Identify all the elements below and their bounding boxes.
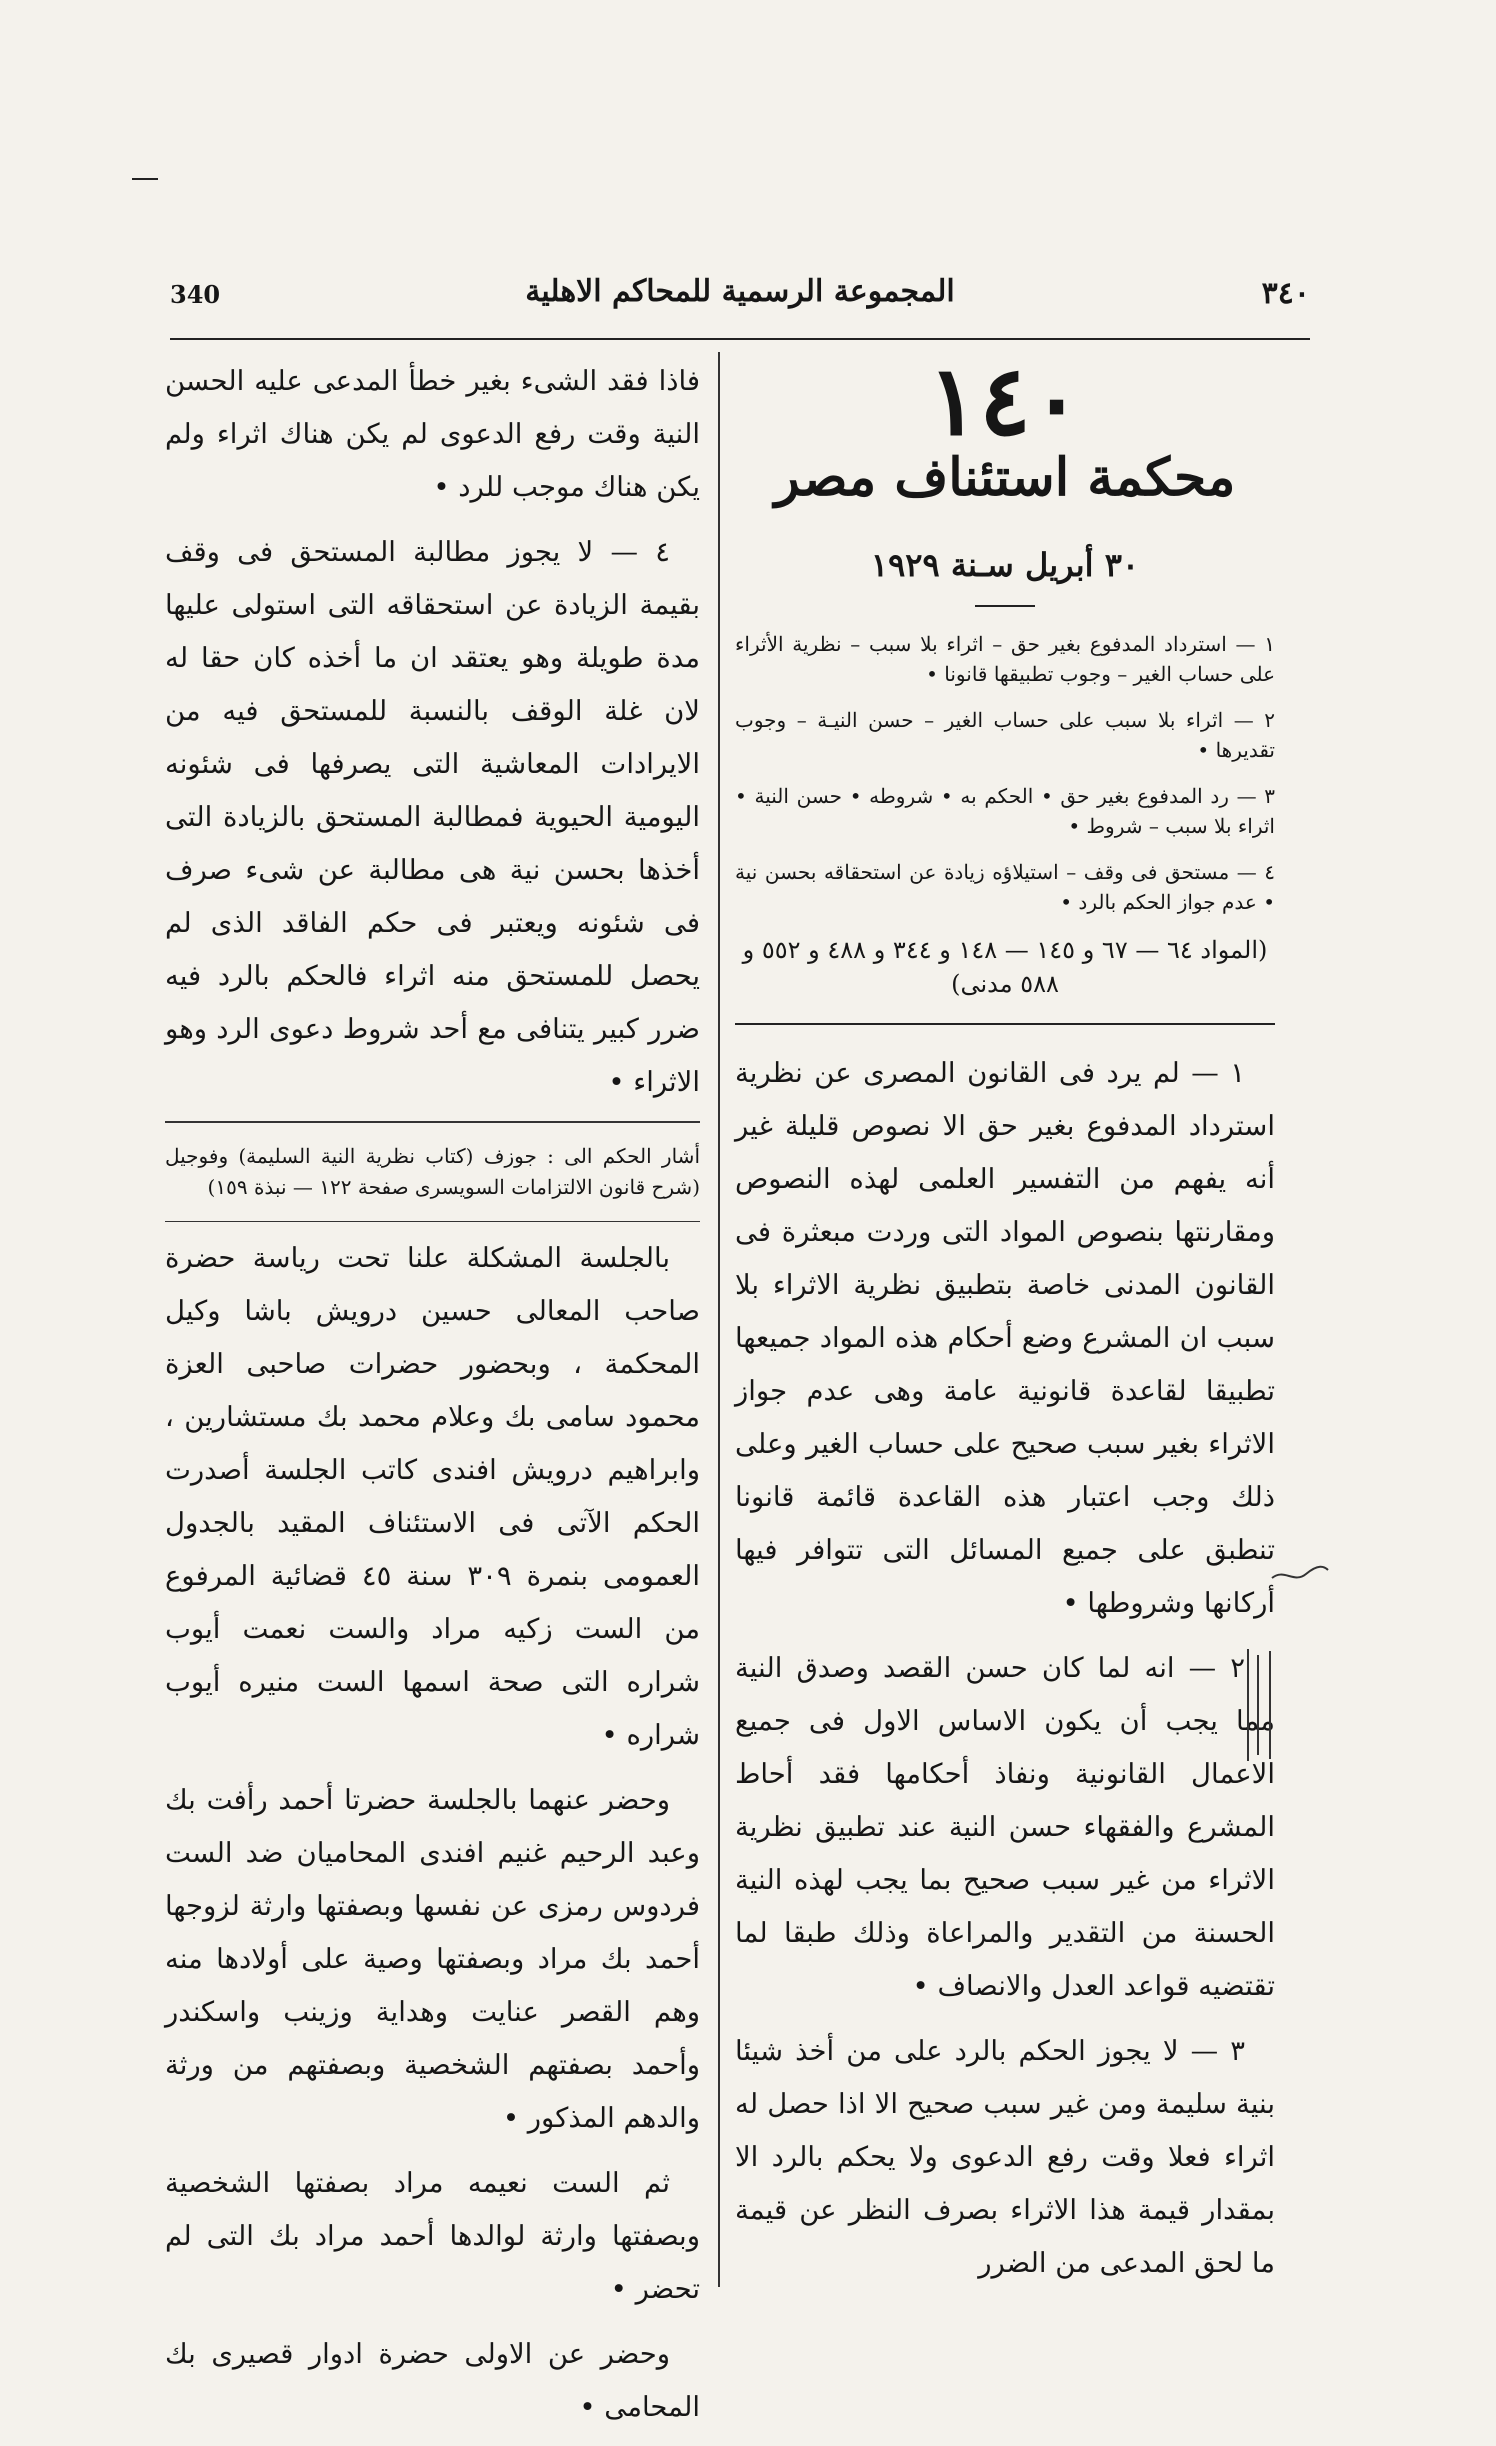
summary-item: ٣ — رد المدفوع بغير حق • الحكم به • شروطه • حسن النية • اثراء بلا سبب – شروط • (735, 784, 1275, 838)
summary-item: ١ — استرداد المدفوع بغير حق – اثراء بلا سبب – نظرية الأثراء على حساب الغير – وجوب تطبيقها قانونا • (735, 632, 1275, 686)
right-body (735, 1047, 1275, 2290)
section-rule (735, 1023, 1275, 1025)
court-name: محكمة استئناف مصر (774, 447, 1236, 508)
right-column (735, 344, 1275, 2302)
principle-paragraph: ٢ — انه لما كان حسن القصد وصدق النية مما يجب أن يكون الاساس الاول فى جميع الاعمال القانونية ونفاذ أحكامها فقد أحاط المشرع والفقهاء حسن النية عند تطبيق نظرية الاثراء من غير سبب صحيح بما يجب لهذه النية الحسنة من التقدير والمراعاة وذلك طبقا لما تقتضيه قواعد العدل والانصاف • (735, 1652, 1275, 2002)
continued-paragraph: فاذا فقد الشىء بغير خطأ المدعى عليه الحسن النية وقت رفع الدعوى لم يكن هناك اثراء ولم يكن هناك موجب للرد • (165, 365, 700, 503)
left-body-session (165, 1232, 700, 2434)
reference-note: أشار الحكم الى : جوزف (كتاب نظرية النية السليمة) وفوجيل (شرح قانون الالتزامات السويسرى صفحة ١٢٢ — نبذة ١٥٩) (165, 1143, 700, 1199)
date-rule (975, 605, 1035, 607)
note-rule-top (165, 1121, 700, 1123)
second-party-paragraph: ثم الست نعيمه مراد بصفتها الشخصية وبصفتها وارثة لوالدها أحمد مراد بك التى لم تحضر • (165, 2167, 700, 2305)
left-body (165, 355, 700, 1109)
statute-articles: (المواد ٦٤ — ٦٧ و ١٤٥ — ١٤٨ و ٣٤٤ و ٤٨٨ و ٥٥٢ و ٥٨٨ مدنى) (742, 936, 1268, 998)
summary-item: ٢ — اثراء بلا سبب على حساب الغير – حسن النيـة – وجوب تقديرها • (735, 708, 1275, 762)
principle-paragraph: ١ — لم يرد فى القانون المصرى عن نظرية استرداد المدفوع بغير حق الا نصوص قليلة غير أنه يفهم من التفسير العلمى لهذه النصوص ومقارنتها بنصوص المواد التى وردت مبعثرة فى القانون المدنى خاصة بتطبيق نظرية الاثراء بلا سبب ان المشرع وضع أحكام هذه المواد جميعها تطبيقا لقاعدة قانونية عامة وهى عدم جواز الاثراء بغير سبب صحيح على حساب الغير وعلى ذلك وجب اعتبار هذه القاعدة قائمة قانونا تنطبق على جميع المسائل التى تتوافر فيها أركانها وشروطها • (735, 1057, 1275, 1619)
pencil-annotation-bars (1240, 1645, 1280, 1765)
case-number: ١٤٠ (927, 344, 1083, 457)
principle-paragraph: ٣ — لا يجوز الحكم بالرد على من أخذ شيئا بنية سليمة ومن غير سبب صحيح الا اذا حصل له اثراء فعلا وقت رفع الدعوى ولا يحكم بالرد الا بمقدار قيمة هذا الاثراء بصرف النظر عن قيمة ما لحق المدعى من الضرر (735, 2035, 1275, 2279)
note-rule-bottom (165, 1221, 700, 1223)
column-divider (718, 352, 720, 2287)
header-rule (170, 338, 1310, 340)
principle-paragraph: ٤ — لا يجوز مطالبة المستحق فى وقف بقيمة الزيادة عن استحقاقه التى استولى عليها مدة طويلة وهو يعتقد ان ما أخذه كان حقا له لان غلة الوقف بالنسبة للمستحق فيه من الايرادات المعاشية التى يصرفها فى شئونه اليومية الحيوية فمطالبة المستحق بالزيادة التى أخذها بحسن نية هى مطالبة عن شىء صرف فى شئونه ويعتبر فى حكم الفاقد الذى لم يحصل للمستحق منه اثراء فالحكم بالرد فيه ضرر كبير يتنافى مع أحد شروط دعوى الرد وهو الاثراء • (165, 536, 700, 1098)
judgment-date: ٣٠ أبريل سـنة ١٩٢٩ (870, 546, 1140, 584)
left-column (165, 355, 700, 2446)
pencil-annotation-curve (1270, 1558, 1330, 1592)
page-number-arabic: ٣٤٠ (1261, 276, 1310, 311)
headnote-summary (735, 629, 1275, 917)
running-title: المجموعة الرسمية للمحاكم الاهلية (525, 274, 955, 309)
margin-mark (132, 178, 158, 180)
summary-item: ٤ — مستحق فى وقف – استيلاؤه زيادة عن استحقاقه بحسن نية • عدم جواز الحكم بالرد • (735, 860, 1275, 914)
page-number-latin: 340 (170, 280, 221, 309)
counsel-paragraph: وحضر عن الاولى حضرة ادوار قصيرى بك المحامى • (165, 2338, 700, 2423)
attendance-paragraph: وحضر عنهما بالجلسة حضرتا أحمد رأفت بك وعبد الرحيم غنيم افندى المحاميان ضد الست فردوس رمزى عن نفسها وبصفتها وارثة لزوجها أحمد بك مراد وبصفتها وصية على أولادها منه وهم القصر عنايت وهداية وزينب واسكندر وأحمد بصفتهم الشخصية وبصفتهم من ورثة والدهم المذكور • (165, 1784, 700, 2134)
page-header (170, 270, 1310, 330)
session-paragraph: بالجلسة المشكلة علنا تحت رياسة حضرة صاحب المعالى حسين درويش باشا وكيل المحكمة ، وبحضور حضرات صاحبى العزة محمود سامى بك وعلام محمد بك مستشارين ، وابراهيم درويش افندى كاتب الجلسة أصدرت الحكم الآتى فى الاستئناف المقيد بالجدول العمومى بنمرة ٣٠٩ سنة ٤٥ قضائية المرفوع من الست زكيه مراد والست نعمت أيوب شراره التى صحة اسمها الست منيره أيوب شراره • (165, 1242, 700, 1751)
